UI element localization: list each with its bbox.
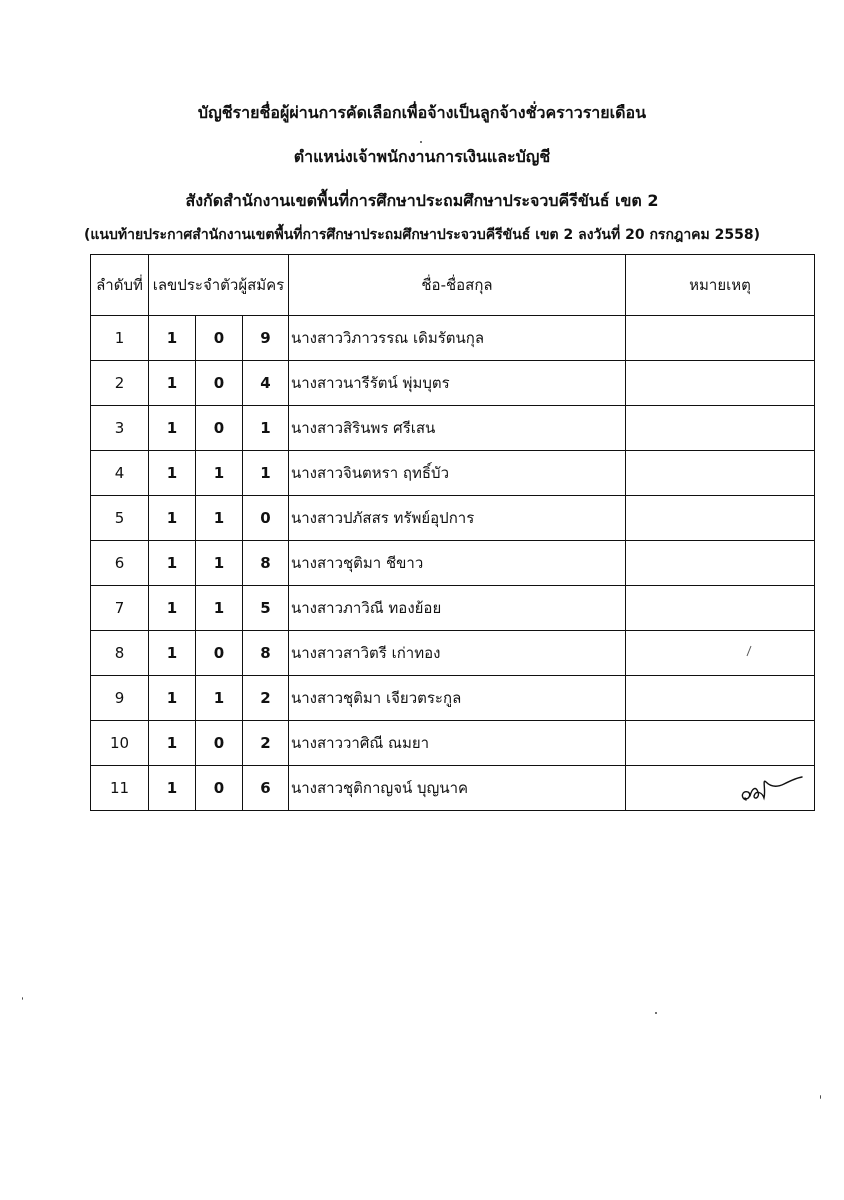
table-row	[91, 766, 815, 811]
name-cell: นางสาวสิรินพร ศรีเสน	[289, 406, 626, 451]
applicant-id-digit-1: 1	[149, 766, 196, 811]
name-cell: นางสาวชุติมา เจียวตระกูล	[289, 676, 626, 721]
applicant-id-digit-2: 0	[196, 721, 243, 766]
seq-cell: 6	[91, 541, 149, 586]
seq-cell: 11	[91, 766, 149, 811]
note-cell	[626, 631, 815, 676]
column-header-seq: ลำดับที่	[91, 255, 149, 316]
handwritten-signature	[736, 768, 806, 808]
applicant-id-digit-2: 0	[196, 406, 243, 451]
table-row	[91, 496, 815, 541]
seq-cell: 10	[91, 721, 149, 766]
title-line-4: (แนบท้ายประกาศสำนักงานเขตพื้นที่การศึกษาประถมศึกษาประจวบคีรีขันธ์ เขต 2 ลงวันที่ 20 กรกฎาคม 2558)	[83, 227, 761, 243]
column-header-applicant-id: เลขประจำตัวผู้สมัคร	[149, 255, 289, 316]
title-line-1: บัญชีรายชื่อผู้ผ่านการคัดเลือกเพื่อจ้างเป็นลูกจ้างชั่วคราวรายเดือน	[197, 103, 647, 122]
applicant-id-digit-2: 1	[196, 676, 243, 721]
note-cell	[626, 721, 815, 766]
scan-speck	[22, 997, 23, 1000]
applicant-id-digit-3: 2	[243, 721, 289, 766]
applicant-id-digit-1: 1	[149, 316, 196, 361]
applicant-id-digit-2: 0	[196, 766, 243, 811]
applicant-id-digit-1: 1	[149, 496, 196, 541]
name-cell: นางสาวจินตหรา ฤทธิ์บัว	[289, 451, 626, 496]
applicant-id-digit-1: 1	[149, 541, 196, 586]
applicant-id-digit-1: 1	[149, 676, 196, 721]
applicant-table	[90, 254, 815, 811]
applicant-id-digit-2: 1	[196, 451, 243, 496]
title-line-3: สังกัดสำนักงานเขตพื้นที่การศึกษาประถมศึกษาประจวบคีรีขันธ์ เขต 2	[185, 191, 659, 210]
table-row	[91, 451, 815, 496]
note-cell	[626, 766, 815, 811]
title-line-2: ตำแหน่งเจ้าพนักงานการเงินและบัญชี	[293, 147, 551, 166]
name-cell: นางสาวชุติกาญจน์ บุญนาค	[289, 766, 626, 811]
table-row	[91, 316, 815, 361]
applicant-id-digit-3: 2	[243, 676, 289, 721]
name-cell: นางสาวปภัสสร ทรัพย์อุปการ	[289, 496, 626, 541]
name-cell: นางสาววาศิณี ณมยา	[289, 721, 626, 766]
table-row	[91, 586, 815, 631]
table-body	[91, 316, 815, 811]
note-cell	[626, 586, 815, 631]
applicant-id-digit-3: 0	[243, 496, 289, 541]
seq-cell: 1	[91, 316, 149, 361]
scan-speck	[655, 1012, 657, 1014]
applicant-id-digit-3: 8	[243, 541, 289, 586]
seq-cell: 8	[91, 631, 149, 676]
table-row	[91, 406, 815, 451]
note-cell	[626, 541, 815, 586]
table-row	[91, 361, 815, 406]
column-header-name: ชื่อ-ชื่อสกุล	[289, 255, 626, 316]
seq-cell: 2	[91, 361, 149, 406]
seq-cell: 5	[91, 496, 149, 541]
name-cell: นางสาวสาวิตรี เก่าทอง	[289, 631, 626, 676]
applicant-id-digit-1: 1	[149, 586, 196, 631]
scan-speck	[420, 141, 422, 143]
applicant-id-digit-2: 1	[196, 586, 243, 631]
stray-mark	[746, 645, 752, 657]
applicant-id-digit-3: 8	[243, 631, 289, 676]
applicant-id-digit-3: 5	[243, 586, 289, 631]
applicant-id-digit-1: 1	[149, 406, 196, 451]
table-row	[91, 541, 815, 586]
table-header	[91, 255, 815, 316]
applicant-id-digit-1: 1	[149, 721, 196, 766]
applicant-id-digit-3: 4	[243, 361, 289, 406]
scan-speck	[820, 1095, 821, 1099]
applicant-id-digit-3: 1	[243, 451, 289, 496]
name-cell: นางสาวภาวิณี ทองย้อย	[289, 586, 626, 631]
note-cell	[626, 316, 815, 361]
name-cell: นางสาวชุติมา ชีขาว	[289, 541, 626, 586]
applicant-id-digit-2: 1	[196, 541, 243, 586]
seq-cell: 4	[91, 451, 149, 496]
applicant-id-digit-2: 0	[196, 316, 243, 361]
applicant-id-digit-3: 6	[243, 766, 289, 811]
applicant-id-digit-1: 1	[149, 631, 196, 676]
note-cell	[626, 451, 815, 496]
applicant-id-digit-1: 1	[149, 451, 196, 496]
applicant-id-digit-3: 9	[243, 316, 289, 361]
name-cell: นางสาวนารีรัตน์ พุ่มบุตร	[289, 361, 626, 406]
name-cell: นางสาววิภาวรรณ เดิมรัตนกุล	[289, 316, 626, 361]
seq-cell: 7	[91, 586, 149, 631]
table-row	[91, 721, 815, 766]
column-header-note: หมายเหตุ	[626, 255, 815, 316]
applicant-id-digit-3: 1	[243, 406, 289, 451]
note-cell	[626, 406, 815, 451]
applicant-id-digit-1: 1	[149, 361, 196, 406]
applicant-id-digit-2: 1	[196, 496, 243, 541]
table-row	[91, 676, 815, 721]
seq-cell: 3	[91, 406, 149, 451]
table-row	[91, 631, 815, 676]
note-cell	[626, 361, 815, 406]
applicant-id-digit-2: 0	[196, 361, 243, 406]
applicant-id-digit-2: 0	[196, 631, 243, 676]
note-cell	[626, 676, 815, 721]
note-cell	[626, 496, 815, 541]
seq-cell: 9	[91, 676, 149, 721]
